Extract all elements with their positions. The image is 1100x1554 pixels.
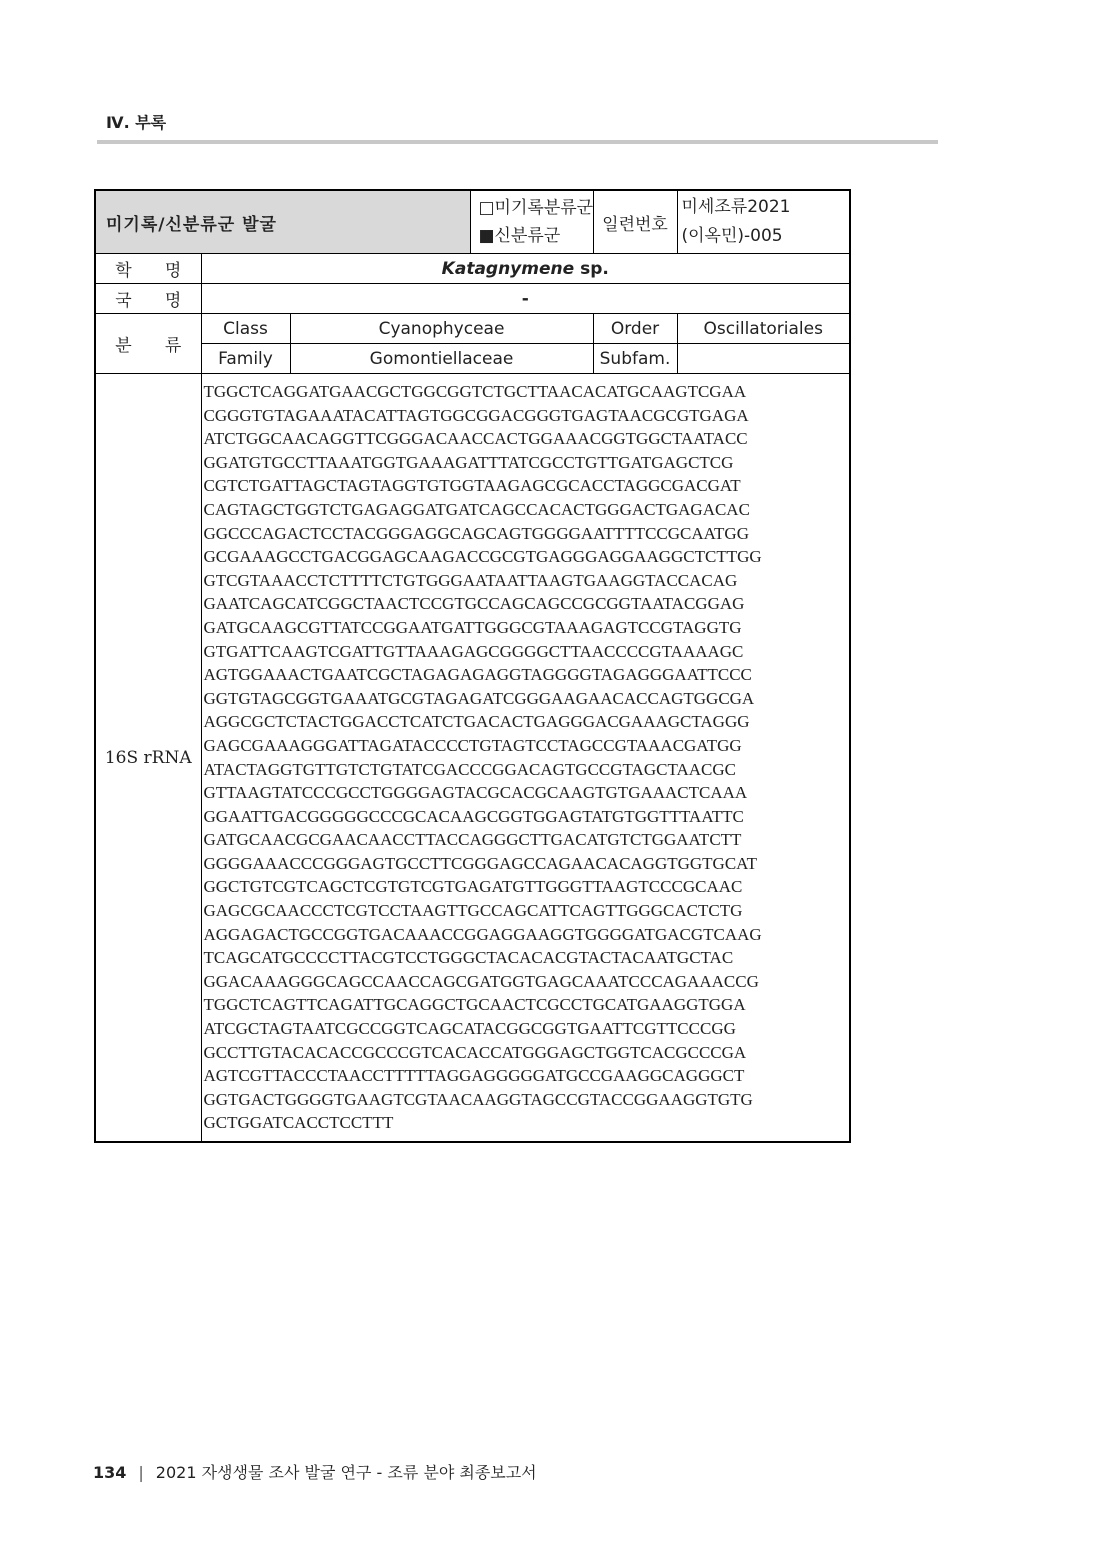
- subfam-label: Subfam.: [593, 344, 677, 374]
- sequence-line: CGGGTGTAGAAATACATTAGTGGCGGACGGGTGAGTAACGCGTGAGA: [203, 405, 749, 425]
- scientific-name-label: 학 명: [115, 261, 182, 281]
- family-value: Gomontiellaceae: [290, 344, 593, 374]
- korean-name-value: -: [201, 284, 850, 314]
- classification-row-1: [95, 314, 850, 344]
- page-number: 134: [93, 1463, 127, 1482]
- sequence-line: ATCTGGCAACAGGTTCGGGACAACCACTGGAAACGGTGGCTAATACC: [203, 429, 748, 449]
- sequence-line: GATGCAAGCGTTATCCGGAATGATTGGGCGTAAAGAGTCCGTAGGTG: [203, 617, 742, 637]
- section-header: Ⅳ. 부록: [106, 113, 167, 132]
- sequence-label: 16S rRNA: [95, 374, 201, 1143]
- sequence-row: [95, 374, 850, 1143]
- sequence-line: TGGCTCAGTTCAGATTGCAGGCTGCAACTCGCCTGCATGAAGGTGGA: [203, 995, 746, 1015]
- sequence-line: GAGCGCAACCCTCGTCCTAAGTTGCCAGCATTCAGTTGGGCACTCTG: [203, 901, 743, 921]
- sequence-line: ATCGCTAGTAATCGCCGGTCAGCATACGGCGGTGAATTCGTTCCCGG: [203, 1019, 736, 1039]
- sequence-line: GGTGTAGCGGTGAAATGCGTAGAGATCGGGAAGAACACCAGTGGCGA: [203, 688, 755, 708]
- sequence-line: GTCGTAAACCTCTTTTCTGTGGGAATAATTAAGTGAAGGTACCACAG: [203, 570, 738, 590]
- class-value: Cyanophyceae: [290, 314, 593, 344]
- page-footer: [93, 1460, 537, 1483]
- scientific-name-value: [201, 254, 850, 284]
- sequence-line: GGATGTGCCTTAAATGGTGAAAGATTTATCGCCTGTTGATGAGCTCG: [203, 452, 734, 472]
- sequence-line: GGAATTGACGGGGGCCCGCACAAGCGGTGGAGTATGTGGTTTAATTC: [203, 806, 744, 826]
- scientific-name-genus: Katagnymene: [441, 258, 575, 279]
- sequence-line: CGTCTGATTAGCTAGTAGGTGTGGTAAGAGCGCACCTAGGCGACGAT: [203, 476, 741, 496]
- sequence-line: GCTGGATCACCTCCTTT: [203, 1113, 394, 1133]
- sequence-line: GTTAAGTATCCCGCCTGGGGAGTACGCACGCAAGTGTGAAACTCAAA: [203, 783, 748, 803]
- sequence-line: GTGATTCAAGTCGATTGTTAAAGAGCGGGGCTTAACCCCGTAAAAGC: [203, 641, 744, 661]
- serial-value-line2: (이옥민)-005: [681, 226, 783, 246]
- class-label: Class: [201, 314, 290, 344]
- title-row: [95, 190, 850, 254]
- sequence-line: GGACAAAGGGCAGCCAACCAGCGATGGTGAGCAAATCCCAGAAACCG: [203, 971, 759, 991]
- footer-separator: |: [138, 1463, 144, 1482]
- sequence-line: AGGAGACTGCCGGTGACAAACCGGAGGAAGGTGGGGATGACGTCAAG: [203, 924, 762, 944]
- sequence-line: GGTGACTGGGGTGAAGTCGTAACAAGGTAGCCGTACCGGAAGGTGTG: [203, 1089, 753, 1109]
- sequence-line: GATGCAACGCGAACAACCTTACCAGGGCTTGACATGTCTGGAATCTT: [203, 830, 742, 850]
- sequence-line: ATACTAGGTGTTGTCTGTATCGACCCGGACAGTGCCGTAGCTAACGC: [203, 759, 736, 779]
- sequence-line: GAATCAGCATCGGCTAACTCCGTGCCAGCAGCCGCGGTAATACGGAG: [203, 594, 745, 614]
- order-label: Order: [593, 314, 677, 344]
- sequence-line: AGTCGTTACCCTAACCTTTTTAGGAGGGGGATGCCGAAGGCAGGGCT: [203, 1066, 745, 1086]
- serial-value: [677, 190, 850, 254]
- family-label: Family: [201, 344, 290, 374]
- sequence-line: TCAGCATGCCCCTTACGTCCTGGGCTACACACGTACTACAATGCTAC: [203, 948, 734, 968]
- sheet-title: 미기록/신분류군 발굴: [95, 190, 470, 254]
- report-title: 2021 자생생물 조사 발굴 연구 - 조류 분야 최종보고서: [155, 1463, 537, 1482]
- header-divider: [97, 140, 938, 144]
- serial-label: 일련번호: [593, 190, 677, 254]
- sequence-line: GCGAAAGCCTGACGGAGCAAGACCGCGTGAGGGAGGAAGGCTCTTGG: [203, 547, 762, 567]
- scientific-name-suffix: sp.: [574, 258, 609, 279]
- sequence-line: AGGCGCTCTACTGGACCTCATCTGACACTGAGGGACGAAAGCTAGGG: [203, 712, 750, 732]
- sequence-line: GGGGAAACCCGGGAGTGCCTTCGGGAGCCAGAACACAGGTGGTGCAT: [203, 853, 757, 873]
- sequence-line: TGGCTCAGGATGAACGCTGGCGGTCTGCTTAACACATGCAAGTCGAA: [203, 382, 747, 401]
- taxon-type-options: [470, 190, 593, 254]
- sequence-line: AGTGGAAACTGAATCGCTAGAGAGAGGTAGGGGTAGAGGGAATTCCC: [203, 665, 752, 685]
- sequence-value: [201, 374, 850, 1143]
- discovery-record-table: [94, 189, 851, 1143]
- korean-name-row: [95, 284, 850, 314]
- sequence-line: GGCCCAGACTCCTACGGGAGGCAGCAGTGGGGAATTTTCCGCAATGG: [203, 523, 749, 543]
- sequence-line: GCCTTGTACACACCGCCCGTCACACCATGGGAGCTGGTCACGCCCGA: [203, 1042, 747, 1062]
- sequence-line: GGCTGTCGTCAGCTCGTGTCGTGAGATGTTGGGTTAAGTCCCGCAAC: [203, 877, 743, 897]
- type-new-option: ■신분류군: [478, 226, 561, 246]
- serial-value-line1: 미세조류2021: [681, 197, 791, 217]
- scientific-name-row: [95, 254, 850, 284]
- order-value: Oscillatoriales: [677, 314, 850, 344]
- korean-name-label: 국 명: [115, 291, 182, 311]
- sequence-line: CAGTAGCTGGTCTGAGAGGATGATCAGCCACACTGGGACTGAGACAC: [203, 499, 750, 519]
- type-unrecorded-option: □미기록분류군: [478, 198, 594, 218]
- classification-label: 분 류: [115, 336, 182, 356]
- classification-row-2: [95, 344, 850, 374]
- subfam-value: [677, 344, 850, 374]
- sequence-line: GAGCGAAAGGGATTAGATACCCCTGTAGTCCTAGCCGTAAACGATGG: [203, 735, 742, 755]
